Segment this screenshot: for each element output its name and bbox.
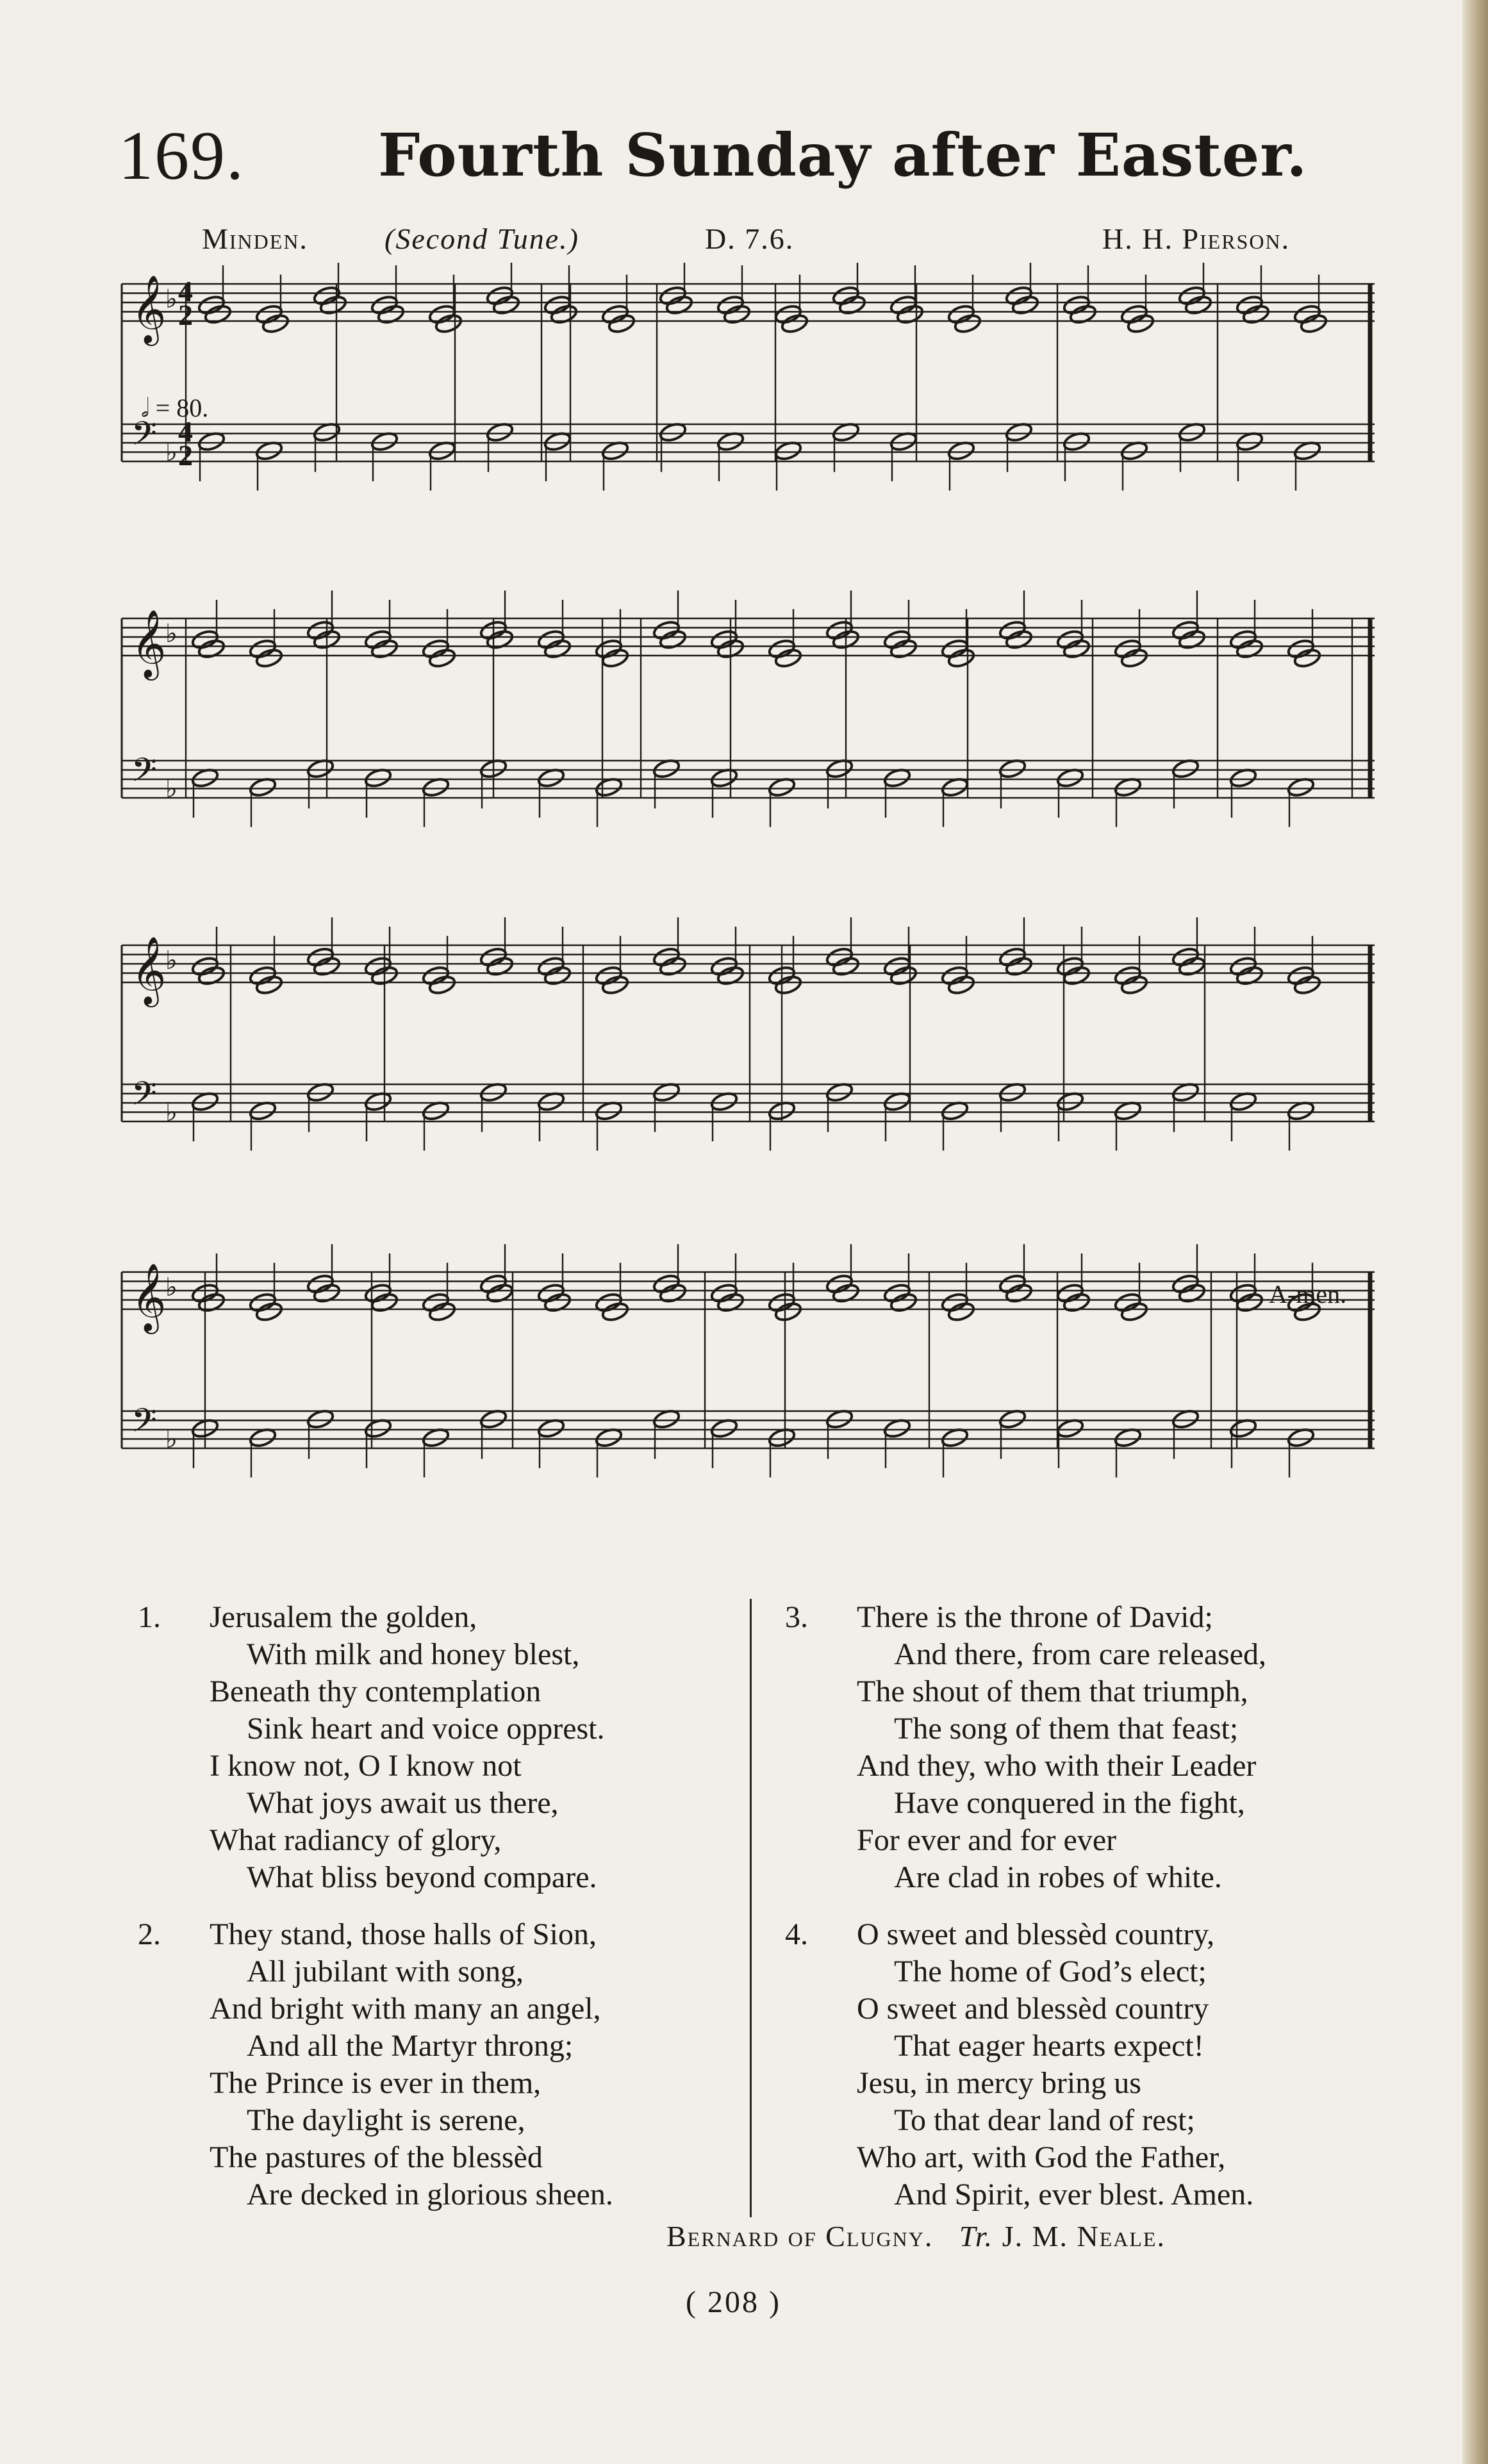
note-head (248, 638, 277, 659)
note-head (197, 294, 226, 316)
note-head (940, 1291, 969, 1313)
page-edge-shadow (1462, 0, 1488, 2464)
note-head (370, 1291, 399, 1313)
verse-line: 2. They stand, those halls of Sion, (138, 1916, 613, 1953)
verse-line: That eager hearts expect! (894, 2029, 1204, 2063)
note-head (1055, 629, 1084, 650)
note-head (882, 1282, 911, 1304)
verse-3 (785, 1599, 1426, 1900)
note-head (998, 1273, 1027, 1294)
verse-line: O sweet and blessèd country (857, 1992, 1209, 2026)
note-head (1113, 964, 1142, 986)
bass-clef: 𝄢 (131, 414, 157, 461)
note-head (1177, 1282, 1206, 1304)
note-head (1184, 294, 1212, 316)
note-head (421, 964, 450, 986)
verse-number: 2. (138, 1917, 161, 1951)
note-head (773, 974, 802, 996)
note-head (665, 294, 693, 316)
note-head (479, 1273, 508, 1294)
note-head (767, 638, 796, 659)
note-head (427, 974, 456, 996)
note-head (652, 946, 681, 968)
amen-label: A-men. (1269, 1280, 1347, 1309)
note-head (248, 964, 277, 986)
note-head (831, 285, 860, 306)
note-head (940, 964, 969, 986)
hymn-translator: J. M. Neale. (1002, 2220, 1166, 2253)
flat-sign: ♭ (165, 773, 178, 804)
note-head (889, 638, 918, 659)
verse-1-lines (138, 1599, 605, 1896)
flat-sign: ♭ (165, 285, 178, 314)
note-head (947, 303, 975, 325)
note-head (370, 294, 399, 316)
note-head (600, 1301, 629, 1323)
treble-clef: 𝄞 (131, 1262, 167, 1331)
note-head (658, 1282, 687, 1304)
note-head (543, 638, 572, 659)
verse-2-lines (138, 1916, 613, 2213)
verse-line: The Prince is ever in them, (210, 2066, 541, 2100)
note-head (1235, 964, 1264, 986)
note-head (831, 955, 860, 977)
verse-line: I know not, O I know not (210, 1749, 522, 1783)
note-head (780, 313, 809, 335)
note-head (947, 974, 975, 996)
note-head (1011, 294, 1039, 316)
note-head (1113, 638, 1142, 659)
note-head (543, 964, 572, 986)
verse-line: The daylight is serene, (247, 2103, 525, 2137)
note-head (1241, 303, 1270, 325)
verse-line: And bright with many an angel, (210, 1992, 601, 2026)
note-head (549, 303, 578, 325)
note-head (889, 294, 918, 316)
note-head (1004, 629, 1033, 650)
tune-note: (Second Tune.) (384, 222, 579, 255)
note-head (594, 638, 623, 659)
attribution (666, 2219, 1166, 2253)
verse-line: The home of God’s elect; (894, 1955, 1207, 1989)
note-head (312, 955, 341, 977)
note-head (1068, 303, 1097, 325)
note-head (1177, 285, 1206, 306)
note-head (543, 294, 572, 316)
verse-number: 1. (138, 1600, 161, 1634)
bass-clef: 𝄢 (131, 1074, 157, 1121)
verse-line: Beneath thy contemplation (210, 1674, 541, 1708)
note-head (485, 1282, 514, 1304)
note-head (889, 1291, 918, 1313)
note-head (1235, 294, 1264, 316)
time-signature-top: 4 (178, 275, 193, 308)
note-head (825, 946, 854, 968)
verse-4 (785, 1916, 1426, 2217)
note-head (1235, 638, 1264, 659)
note-head (485, 285, 514, 306)
verse-line: Have conquered in the fight, (894, 1786, 1245, 1820)
note-head (658, 285, 687, 306)
note-head (536, 629, 565, 650)
note-head (1293, 303, 1321, 325)
verse-line: Are decked in glorious sheen. (247, 2178, 613, 2212)
note-head (1120, 974, 1148, 996)
note-head (773, 303, 802, 325)
verse-line: The song of them that feast; (894, 1712, 1239, 1746)
note-head (600, 974, 629, 996)
verse-line: Who art, with God the Father, (857, 2140, 1226, 2174)
translator-prefix: Tr. (959, 2220, 994, 2253)
verse-line: What radiancy of glory, (210, 1823, 502, 1857)
music-score (115, 263, 1391, 1583)
flat-sign: ♭ (165, 946, 178, 975)
note-head (1004, 285, 1033, 306)
note-head (1171, 619, 1200, 641)
verse-line: All jubilant with song, (247, 1955, 524, 1989)
verse-line: And there, from care released, (894, 1637, 1267, 1671)
note-head (1293, 974, 1321, 996)
note-head (1120, 303, 1148, 325)
tune-name: Minden. (202, 222, 308, 255)
note-head (248, 1291, 277, 1313)
note-head (306, 946, 335, 968)
verse-line: To that dear land of rest; (894, 2103, 1195, 2137)
bass-clef: 𝄢 (131, 1401, 157, 1448)
note-head (485, 955, 514, 977)
note-head (318, 294, 347, 316)
verse-line: The pastures of the blessèd (210, 2140, 543, 2174)
note-head (773, 1301, 802, 1323)
note-head (940, 638, 969, 659)
note-head (889, 964, 918, 986)
note-head (1299, 313, 1328, 335)
note-head (722, 303, 751, 325)
note-head (1062, 1291, 1091, 1313)
tune-meter: D. 7.6. (705, 222, 795, 255)
note-head (485, 629, 514, 650)
bass-clef: 𝄢 (131, 750, 157, 797)
note-head (953, 313, 982, 335)
note-head (1177, 629, 1206, 650)
note-head (306, 1273, 335, 1294)
hymn-author: Bernard of Clugny. (666, 2220, 934, 2253)
hymn-number: 169. (119, 118, 245, 194)
note-head (370, 638, 399, 659)
note-head (998, 946, 1027, 968)
verse-line: The shout of them that triumph, (857, 1674, 1248, 1708)
note-head (652, 1273, 681, 1294)
note-head (998, 619, 1027, 641)
note-head (658, 955, 687, 977)
note-head (1235, 1291, 1264, 1313)
note-head (363, 955, 392, 977)
verse-line: And they, who with their Leader (857, 1749, 1257, 1783)
note-head (427, 303, 456, 325)
note-head (709, 955, 738, 977)
note-head (767, 1291, 796, 1313)
note-head (825, 619, 854, 641)
note-head (1126, 313, 1155, 335)
note-head (312, 1282, 341, 1304)
note-head (1286, 638, 1315, 659)
verse-line: Sink heart and voice opprest. (247, 1712, 605, 1746)
note-head (1293, 647, 1321, 669)
note-head (254, 647, 283, 669)
note-head (1286, 964, 1315, 986)
verse-line: What joys await us there, (247, 1786, 559, 1820)
note-head (594, 1291, 623, 1313)
note-head (947, 647, 975, 669)
flat-sign: ♭ (165, 1273, 178, 1302)
note-head (197, 1291, 226, 1313)
note-head (1055, 955, 1084, 977)
verse-line: Are clad in robes of white. (894, 1860, 1222, 1894)
verse-line: For ever and for ever (857, 1823, 1117, 1857)
note-head (1171, 1273, 1200, 1294)
note-head (1055, 1282, 1084, 1304)
note-head (376, 303, 405, 325)
note-head (536, 955, 565, 977)
note-head (831, 1282, 860, 1304)
treble-clef: 𝄞 (131, 274, 167, 343)
metronome-mark: 𝅗𝅥 = 80. (141, 393, 209, 422)
note-head (254, 974, 283, 996)
note-head (203, 303, 232, 325)
flat-sign: ♭ (165, 437, 178, 467)
note-head (479, 946, 508, 968)
verse-1 (138, 1599, 747, 1900)
note-head (363, 1282, 392, 1304)
column-divider (750, 1599, 752, 2217)
note-head (594, 964, 623, 986)
verse-number: 3. (785, 1600, 808, 1634)
note-head (190, 629, 219, 650)
note-head (261, 313, 290, 335)
note-head (427, 647, 456, 669)
note-head (1062, 294, 1091, 316)
time-signature-bottom: 2 (178, 439, 193, 472)
note-head (716, 964, 745, 986)
verse-line: And Spirit, ever blest. Amen. (894, 2178, 1254, 2212)
note-head (716, 294, 745, 316)
note-head (1228, 629, 1257, 650)
note-head (1228, 1282, 1257, 1304)
note-head (1120, 1301, 1148, 1323)
verse-line: And all the Martyr throng; (247, 2029, 574, 2063)
note-head (716, 1291, 745, 1313)
note-head (947, 1301, 975, 1323)
note-head (254, 1301, 283, 1323)
tune-composer: H. H. Pierson. (1102, 222, 1291, 255)
note-head (1120, 647, 1148, 669)
note-head (306, 619, 335, 641)
note-head (492, 294, 520, 316)
treble-clef: 𝄞 (131, 936, 167, 1004)
note-head (600, 647, 629, 669)
treble-clef: 𝄞 (131, 609, 167, 677)
verse-3-lines (785, 1599, 1266, 1896)
note-head (658, 629, 687, 650)
note-head (1113, 1291, 1142, 1313)
note-head (421, 1291, 450, 1313)
note-head (607, 313, 636, 335)
note-head (1062, 638, 1091, 659)
note-head (254, 303, 283, 325)
time-signature-bottom: 2 (178, 299, 193, 331)
flat-sign: ♭ (165, 1097, 178, 1127)
note-head (895, 303, 924, 325)
note-head (190, 955, 219, 977)
note-head (709, 1282, 738, 1304)
flat-sign: ♭ (165, 619, 178, 649)
note-head (1004, 1282, 1033, 1304)
verse-line: Jesu, in mercy bring us (857, 2066, 1141, 2100)
hymn-title: Fourth Sunday after Easter. (378, 120, 1308, 190)
note-head (1062, 964, 1091, 986)
verse-line: With milk and honey blest, (247, 1637, 580, 1671)
time-signature-top: 4 (178, 415, 193, 448)
note-head (600, 303, 629, 325)
page-number: ( 208 ) (686, 2285, 781, 2319)
note-head (882, 955, 911, 977)
note-head (421, 638, 450, 659)
note-head (709, 629, 738, 650)
note-head (1177, 955, 1206, 977)
note-head (363, 629, 392, 650)
verse-line: 1. Jerusalem the golden, (138, 1599, 605, 1636)
verse-line: 3. There is the throne of David; (785, 1599, 1266, 1636)
verse-number: 4. (785, 1917, 808, 1951)
note-head (197, 964, 226, 986)
verse-4-lines (785, 1916, 1253, 2213)
note-head (825, 1273, 854, 1294)
verse-line: 4. O sweet and blessèd country, (785, 1916, 1253, 1953)
note-head (197, 638, 226, 659)
note-head (543, 1291, 572, 1313)
note-head (652, 619, 681, 641)
verse-line: What bliss beyond compare. (247, 1860, 597, 1894)
note-head (882, 629, 911, 650)
note-head (838, 294, 866, 316)
note-head (536, 1282, 565, 1304)
note-head (1228, 955, 1257, 977)
note-head (427, 1301, 456, 1323)
note-head (434, 313, 463, 335)
note-head (1004, 955, 1033, 977)
verse-2 (138, 1916, 747, 2217)
note-head (1171, 946, 1200, 968)
note-head (773, 647, 802, 669)
flat-sign: ♭ (165, 1424, 178, 1454)
